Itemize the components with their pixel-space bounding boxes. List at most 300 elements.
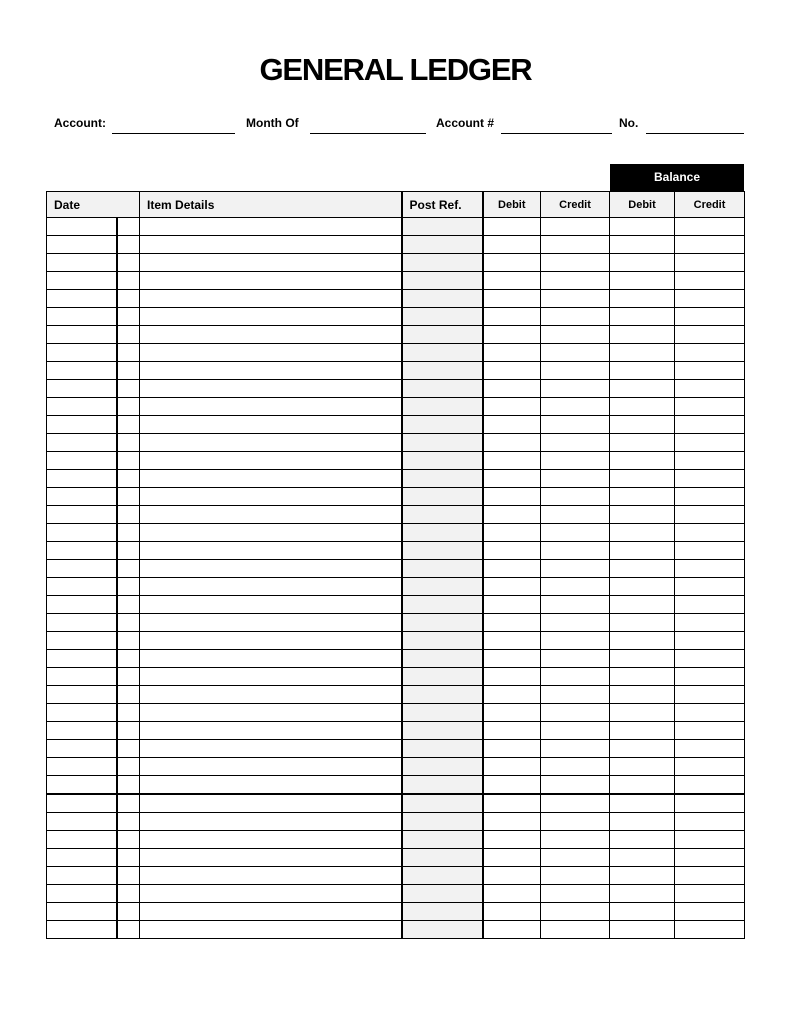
date-cell[interactable] [47,867,117,885]
debit-cell[interactable] [483,272,541,290]
item-details-cell[interactable] [140,596,402,614]
date-sub-cell[interactable] [117,614,140,632]
date-cell[interactable] [47,398,117,416]
post-ref-cell[interactable] [402,416,483,434]
balance-credit-cell[interactable] [675,416,745,434]
debit-cell[interactable] [483,722,541,740]
date-cell[interactable] [47,758,117,776]
item-details-cell[interactable] [140,416,402,434]
balance-credit-cell[interactable] [675,668,745,686]
item-details-cell[interactable] [140,578,402,596]
date-cell[interactable] [47,614,117,632]
credit-cell[interactable] [541,921,610,939]
item-details-cell[interactable] [140,722,402,740]
post-ref-cell[interactable] [402,524,483,542]
date-sub-cell[interactable] [117,488,140,506]
date-sub-cell[interactable] [117,650,140,668]
post-ref-cell[interactable] [402,596,483,614]
credit-cell[interactable] [541,686,610,704]
date-cell[interactable] [47,885,117,903]
credit-cell[interactable] [541,470,610,488]
date-sub-cell[interactable] [117,542,140,560]
debit-cell[interactable] [483,921,541,939]
debit-cell[interactable] [483,470,541,488]
balance-credit-cell[interactable] [675,903,745,921]
date-cell[interactable] [47,272,117,290]
post-ref-cell[interactable] [402,650,483,668]
date-sub-cell[interactable] [117,867,140,885]
item-details-cell[interactable] [140,398,402,416]
date-cell[interactable] [47,506,117,524]
post-ref-cell[interactable] [402,867,483,885]
date-cell[interactable] [47,524,117,542]
date-sub-cell[interactable] [117,380,140,398]
balance-credit-cell[interactable] [675,614,745,632]
balance-credit-cell[interactable] [675,218,745,236]
debit-cell[interactable] [483,524,541,542]
post-ref-cell[interactable] [402,668,483,686]
debit-cell[interactable] [483,380,541,398]
credit-cell[interactable] [541,668,610,686]
item-details-cell[interactable] [140,921,402,939]
debit-cell[interactable] [483,867,541,885]
date-sub-cell[interactable] [117,632,140,650]
balance-debit-cell[interactable] [610,831,675,849]
debit-cell[interactable] [483,254,541,272]
balance-debit-cell[interactable] [610,506,675,524]
date-sub-cell[interactable] [117,254,140,272]
item-details-cell[interactable] [140,650,402,668]
debit-cell[interactable] [483,308,541,326]
date-cell[interactable] [47,650,117,668]
credit-cell[interactable] [541,903,610,921]
date-cell[interactable] [47,344,117,362]
date-sub-cell[interactable] [117,596,140,614]
balance-debit-cell[interactable] [610,236,675,254]
date-sub-cell[interactable] [117,921,140,939]
date-cell[interactable] [47,218,117,236]
balance-credit-cell[interactable] [675,398,745,416]
item-details-cell[interactable] [140,290,402,308]
date-cell[interactable] [47,308,117,326]
balance-debit-cell[interactable] [610,272,675,290]
item-details-cell[interactable] [140,867,402,885]
credit-cell[interactable] [541,254,610,272]
balance-debit-cell[interactable] [610,794,675,813]
credit-cell[interactable] [541,614,610,632]
date-cell[interactable] [47,452,117,470]
date-sub-cell[interactable] [117,470,140,488]
balance-credit-cell[interactable] [675,831,745,849]
debit-cell[interactable] [483,740,541,758]
item-details-cell[interactable] [140,452,402,470]
credit-cell[interactable] [541,596,610,614]
post-ref-cell[interactable] [402,849,483,867]
balance-credit-cell[interactable] [675,488,745,506]
post-ref-cell[interactable] [402,434,483,452]
balance-debit-cell[interactable] [610,398,675,416]
balance-credit-cell[interactable] [675,704,745,722]
debit-cell[interactable] [483,290,541,308]
date-sub-cell[interactable] [117,794,140,813]
item-details-cell[interactable] [140,813,402,831]
balance-debit-cell[interactable] [610,488,675,506]
credit-cell[interactable] [541,308,610,326]
credit-cell[interactable] [541,867,610,885]
date-sub-cell[interactable] [117,308,140,326]
post-ref-cell[interactable] [402,740,483,758]
post-ref-cell[interactable] [402,614,483,632]
balance-credit-cell[interactable] [675,813,745,831]
credit-cell[interactable] [541,560,610,578]
date-cell[interactable] [47,236,117,254]
date-sub-cell[interactable] [117,776,140,795]
balance-credit-cell[interactable] [675,434,745,452]
item-details-cell[interactable] [140,831,402,849]
item-details-cell[interactable] [140,704,402,722]
item-details-cell[interactable] [140,506,402,524]
date-sub-cell[interactable] [117,885,140,903]
date-cell[interactable] [47,813,117,831]
balance-debit-cell[interactable] [610,434,675,452]
credit-cell[interactable] [541,416,610,434]
post-ref-cell[interactable] [402,542,483,560]
post-ref-cell[interactable] [402,560,483,578]
balance-debit-cell[interactable] [610,524,675,542]
credit-cell[interactable] [541,813,610,831]
debit-cell[interactable] [483,560,541,578]
credit-cell[interactable] [541,578,610,596]
balance-debit-cell[interactable] [610,813,675,831]
post-ref-cell[interactable] [402,326,483,344]
date-sub-cell[interactable] [117,506,140,524]
date-cell[interactable] [47,560,117,578]
post-ref-cell[interactable] [402,686,483,704]
balance-credit-cell[interactable] [675,740,745,758]
debit-cell[interactable] [483,686,541,704]
date-cell[interactable] [47,470,117,488]
debit-cell[interactable] [483,362,541,380]
balance-credit-cell[interactable] [675,776,745,795]
date-cell[interactable] [47,776,117,795]
item-details-cell[interactable] [140,632,402,650]
debit-cell[interactable] [483,578,541,596]
item-details-cell[interactable] [140,794,402,813]
debit-cell[interactable] [483,849,541,867]
post-ref-cell[interactable] [402,704,483,722]
debit-cell[interactable] [483,794,541,813]
balance-credit-cell[interactable] [675,921,745,939]
balance-debit-cell[interactable] [610,380,675,398]
credit-cell[interactable] [541,344,610,362]
debit-cell[interactable] [483,776,541,795]
credit-cell[interactable] [541,506,610,524]
balance-credit-cell[interactable] [675,344,745,362]
debit-cell[interactable] [483,506,541,524]
date-sub-cell[interactable] [117,740,140,758]
credit-cell[interactable] [541,236,610,254]
date-sub-cell[interactable] [117,434,140,452]
balance-debit-cell[interactable] [610,632,675,650]
post-ref-cell[interactable] [402,921,483,939]
date-sub-cell[interactable] [117,903,140,921]
date-cell[interactable] [47,794,117,813]
credit-cell[interactable] [541,272,610,290]
balance-debit-cell[interactable] [610,903,675,921]
item-details-cell[interactable] [140,218,402,236]
post-ref-cell[interactable] [402,272,483,290]
balance-debit-cell[interactable] [610,921,675,939]
balance-credit-cell[interactable] [675,867,745,885]
post-ref-cell[interactable] [402,362,483,380]
date-sub-cell[interactable] [117,758,140,776]
date-sub-cell[interactable] [117,813,140,831]
debit-cell[interactable] [483,813,541,831]
balance-credit-cell[interactable] [675,722,745,740]
debit-cell[interactable] [483,704,541,722]
balance-credit-cell[interactable] [675,542,745,560]
post-ref-cell[interactable] [402,452,483,470]
date-cell[interactable] [47,254,117,272]
balance-debit-cell[interactable] [610,867,675,885]
credit-cell[interactable] [541,758,610,776]
post-ref-cell[interactable] [402,903,483,921]
debit-cell[interactable] [483,614,541,632]
balance-debit-cell[interactable] [610,885,675,903]
date-cell[interactable] [47,362,117,380]
item-details-cell[interactable] [140,524,402,542]
item-details-cell[interactable] [140,308,402,326]
balance-credit-cell[interactable] [675,236,745,254]
post-ref-cell[interactable] [402,506,483,524]
debit-cell[interactable] [483,488,541,506]
balance-credit-cell[interactable] [675,596,745,614]
date-sub-cell[interactable] [117,398,140,416]
date-cell[interactable] [47,903,117,921]
post-ref-cell[interactable] [402,398,483,416]
date-cell[interactable] [47,704,117,722]
balance-credit-cell[interactable] [675,524,745,542]
balance-debit-cell[interactable] [610,452,675,470]
debit-cell[interactable] [483,885,541,903]
credit-cell[interactable] [541,632,610,650]
balance-credit-cell[interactable] [675,794,745,813]
debit-cell[interactable] [483,434,541,452]
date-sub-cell[interactable] [117,452,140,470]
date-cell[interactable] [47,668,117,686]
date-cell[interactable] [47,542,117,560]
post-ref-cell[interactable] [402,344,483,362]
balance-debit-cell[interactable] [610,758,675,776]
balance-debit-cell[interactable] [610,614,675,632]
date-sub-cell[interactable] [117,578,140,596]
item-details-cell[interactable] [140,542,402,560]
date-cell[interactable] [47,722,117,740]
balance-credit-cell[interactable] [675,849,745,867]
post-ref-cell[interactable] [402,758,483,776]
account-field[interactable] [112,133,235,134]
credit-cell[interactable] [541,524,610,542]
balance-debit-cell[interactable] [610,578,675,596]
credit-cell[interactable] [541,794,610,813]
date-cell[interactable] [47,686,117,704]
item-details-cell[interactable] [140,254,402,272]
balance-debit-cell[interactable] [610,596,675,614]
balance-debit-cell[interactable] [610,849,675,867]
credit-cell[interactable] [541,542,610,560]
date-sub-cell[interactable] [117,686,140,704]
credit-cell[interactable] [541,362,610,380]
month-field[interactable] [310,133,426,134]
date-sub-cell[interactable] [117,416,140,434]
date-cell[interactable] [47,434,117,452]
date-cell[interactable] [47,849,117,867]
date-cell[interactable] [47,326,117,344]
date-cell[interactable] [47,488,117,506]
debit-cell[interactable] [483,236,541,254]
item-details-cell[interactable] [140,236,402,254]
post-ref-cell[interactable] [402,722,483,740]
debit-cell[interactable] [483,650,541,668]
post-ref-cell[interactable] [402,885,483,903]
date-cell[interactable] [47,290,117,308]
date-sub-cell[interactable] [117,704,140,722]
debit-cell[interactable] [483,218,541,236]
credit-cell[interactable] [541,398,610,416]
credit-cell[interactable] [541,290,610,308]
credit-cell[interactable] [541,218,610,236]
balance-credit-cell[interactable] [675,362,745,380]
account-number-field[interactable] [501,133,612,134]
date-sub-cell[interactable] [117,272,140,290]
balance-debit-cell[interactable] [610,290,675,308]
credit-cell[interactable] [541,849,610,867]
balance-credit-cell[interactable] [675,272,745,290]
item-details-cell[interactable] [140,344,402,362]
balance-debit-cell[interactable] [610,686,675,704]
balance-debit-cell[interactable] [610,416,675,434]
number-field[interactable] [646,133,744,134]
balance-debit-cell[interactable] [610,470,675,488]
credit-cell[interactable] [541,776,610,795]
item-details-cell[interactable] [140,434,402,452]
item-details-cell[interactable] [140,758,402,776]
balance-debit-cell[interactable] [610,362,675,380]
item-details-cell[interactable] [140,362,402,380]
post-ref-cell[interactable] [402,308,483,326]
balance-credit-cell[interactable] [675,758,745,776]
balance-credit-cell[interactable] [675,885,745,903]
balance-credit-cell[interactable] [675,308,745,326]
balance-debit-cell[interactable] [610,722,675,740]
balance-debit-cell[interactable] [610,326,675,344]
post-ref-cell[interactable] [402,488,483,506]
date-cell[interactable] [47,632,117,650]
date-sub-cell[interactable] [117,524,140,542]
balance-credit-cell[interactable] [675,470,745,488]
item-details-cell[interactable] [140,686,402,704]
debit-cell[interactable] [483,758,541,776]
post-ref-cell[interactable] [402,470,483,488]
item-details-cell[interactable] [140,470,402,488]
date-sub-cell[interactable] [117,218,140,236]
date-sub-cell[interactable] [117,236,140,254]
credit-cell[interactable] [541,488,610,506]
date-sub-cell[interactable] [117,344,140,362]
credit-cell[interactable] [541,704,610,722]
debit-cell[interactable] [483,632,541,650]
balance-credit-cell[interactable] [675,380,745,398]
item-details-cell[interactable] [140,560,402,578]
credit-cell[interactable] [541,885,610,903]
balance-debit-cell[interactable] [610,254,675,272]
credit-cell[interactable] [541,326,610,344]
credit-cell[interactable] [541,434,610,452]
date-sub-cell[interactable] [117,849,140,867]
post-ref-cell[interactable] [402,794,483,813]
debit-cell[interactable] [483,452,541,470]
balance-credit-cell[interactable] [675,290,745,308]
date-cell[interactable] [47,921,117,939]
date-sub-cell[interactable] [117,362,140,380]
date-sub-cell[interactable] [117,290,140,308]
balance-debit-cell[interactable] [610,740,675,758]
balance-credit-cell[interactable] [675,560,745,578]
balance-debit-cell[interactable] [610,704,675,722]
debit-cell[interactable] [483,596,541,614]
date-cell[interactable] [47,740,117,758]
credit-cell[interactable] [541,831,610,849]
post-ref-cell[interactable] [402,578,483,596]
debit-cell[interactable] [483,903,541,921]
post-ref-cell[interactable] [402,813,483,831]
item-details-cell[interactable] [140,488,402,506]
balance-debit-cell[interactable] [610,668,675,686]
debit-cell[interactable] [483,416,541,434]
date-sub-cell[interactable] [117,326,140,344]
post-ref-cell[interactable] [402,380,483,398]
balance-debit-cell[interactable] [610,218,675,236]
item-details-cell[interactable] [140,740,402,758]
date-sub-cell[interactable] [117,668,140,686]
credit-cell[interactable] [541,650,610,668]
balance-credit-cell[interactable] [675,452,745,470]
post-ref-cell[interactable] [402,831,483,849]
balance-debit-cell[interactable] [610,308,675,326]
balance-credit-cell[interactable] [675,326,745,344]
date-sub-cell[interactable] [117,831,140,849]
balance-credit-cell[interactable] [675,632,745,650]
balance-credit-cell[interactable] [675,506,745,524]
balance-debit-cell[interactable] [610,560,675,578]
item-details-cell[interactable] [140,903,402,921]
item-details-cell[interactable] [140,885,402,903]
debit-cell[interactable] [483,668,541,686]
balance-debit-cell[interactable] [610,776,675,795]
item-details-cell[interactable] [140,326,402,344]
post-ref-cell[interactable] [402,290,483,308]
post-ref-cell[interactable] [402,218,483,236]
item-details-cell[interactable] [140,380,402,398]
post-ref-cell[interactable] [402,236,483,254]
debit-cell[interactable] [483,344,541,362]
item-details-cell[interactable] [140,849,402,867]
balance-credit-cell[interactable] [675,254,745,272]
date-sub-cell[interactable] [117,560,140,578]
balance-credit-cell[interactable] [675,578,745,596]
balance-credit-cell[interactable] [675,686,745,704]
post-ref-cell[interactable] [402,776,483,795]
